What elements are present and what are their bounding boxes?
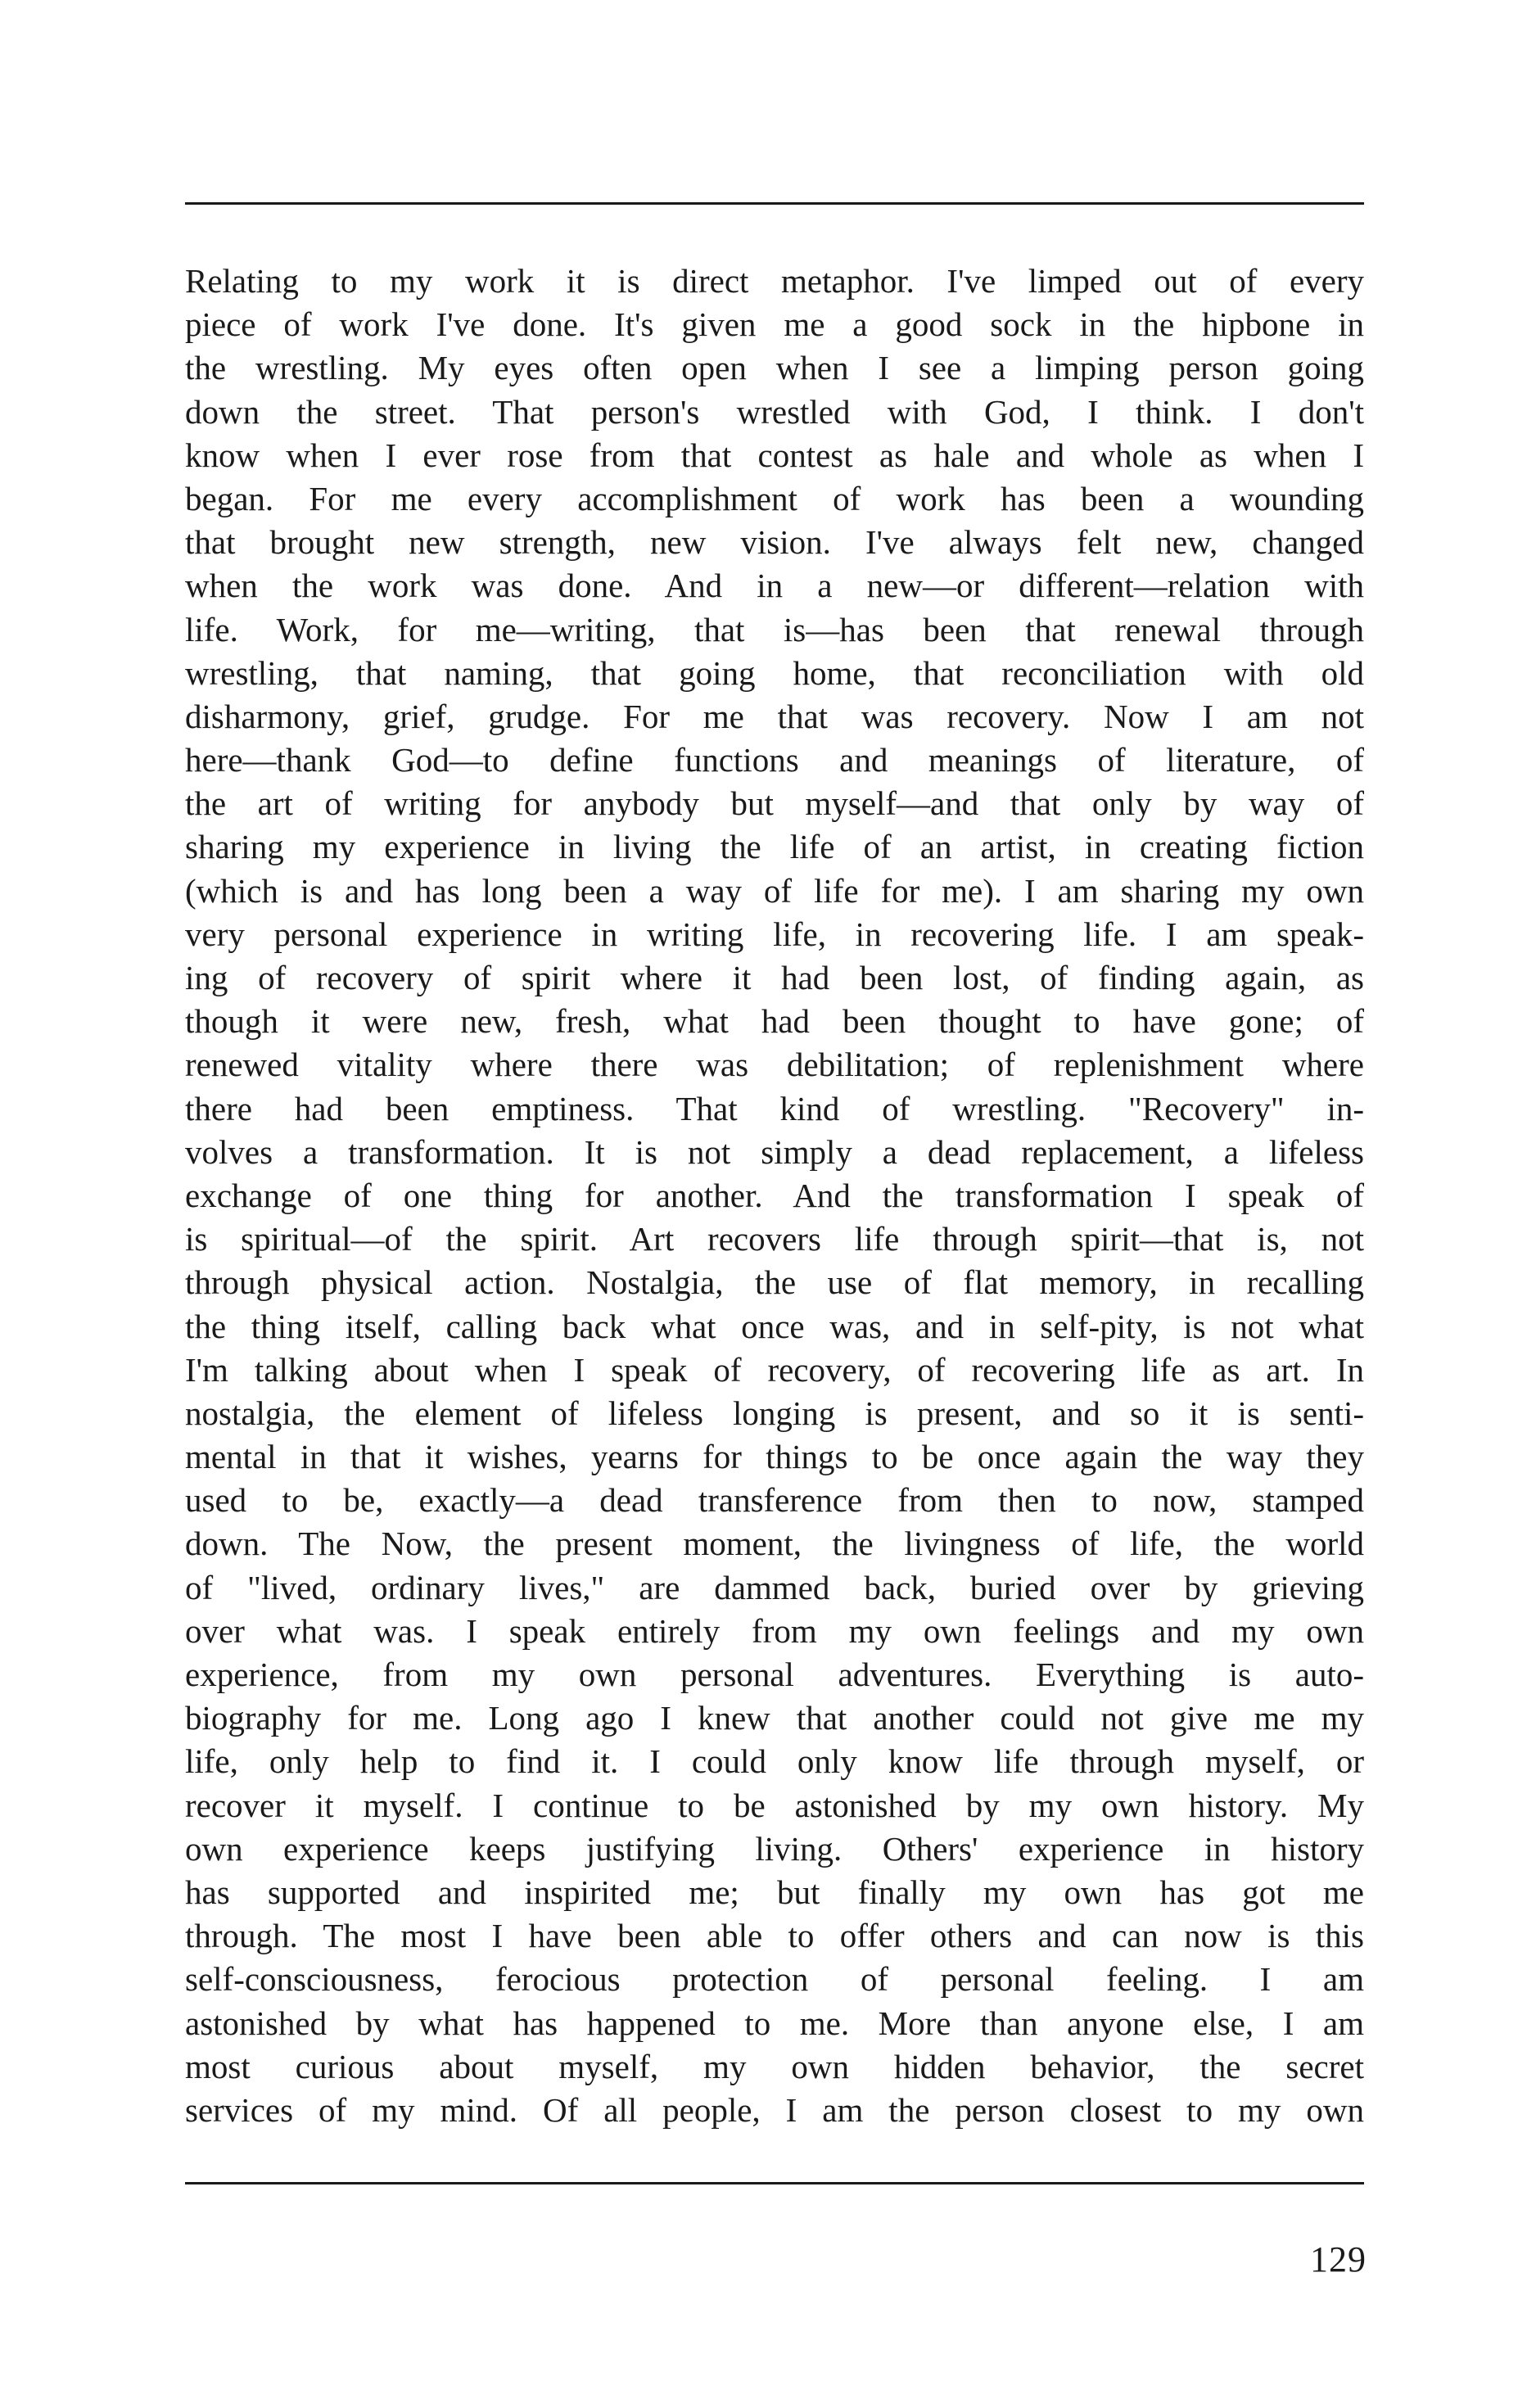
text-line: the art of writing for anybody but myself—and that only by way of: [185, 784, 1364, 823]
text-line: renewed vitality where there was debilitation; of replenishment where: [185, 1046, 1364, 1084]
text-line: (which is and has long been a way of life for me). I am sharing my own: [185, 871, 1364, 910]
text-line: when the work was done. And in a new—or different—relation with: [185, 567, 1364, 605]
text-line: wrestling, that naming, that going home, that reconciliation with old: [185, 653, 1364, 692]
body-text: [185, 260, 1364, 2132]
text-line: here—thank God—to define functions and meanings of literature, of: [185, 741, 1364, 779]
text-line: life. Work, for me—writing, that is—has been that renewal through: [185, 610, 1364, 648]
text-line: is spiritual—of the spirit. Art recovers life through spirit—that is, not: [185, 1220, 1364, 1258]
bottom-rule: [185, 2182, 1364, 2184]
text-line: down. The Now, the present moment, the livingness of life, the world: [185, 1525, 1364, 1563]
text-line: through physical action. Nostalgia, the use of flat memory, in recalling: [185, 1263, 1364, 1302]
text-line: used to be, exactly—a dead transference from then to now, stamped: [185, 1481, 1364, 1520]
text-line: sharing my experience in living the life of an artist, in creating fiction: [185, 828, 1364, 866]
text-line: self-consciousness, ferocious protection of personal feeling. I am: [185, 1960, 1364, 1999]
text-line: the wrestling. My eyes often open when I see a limping person going: [185, 349, 1364, 387]
text-line: astonished by what has happened to me. More than anyone else, I am: [185, 2004, 1364, 2042]
text-line: of "lived, ordinary lives," are dammed back, buried over by grieving: [185, 1568, 1364, 1606]
top-rule: [185, 202, 1364, 205]
text-line: there had been emptiness. That kind of wrestling. "Recovery" in-: [185, 1089, 1364, 1127]
text-line: very personal experience in writing life, in recovering life. I am speak-: [185, 915, 1364, 953]
text-line: own experience keeps justifying living. Others' experience in history: [185, 1829, 1364, 1868]
text-line: down the street. That person's wrestled with God, I think. I don't: [185, 392, 1364, 431]
text-line: over what was. I speak entirely from my own feelings and my own: [185, 1611, 1364, 1650]
text-line: recover it myself. I continue to be astonished by my own history. My: [185, 1786, 1364, 1824]
text-line: disharmony, grief, grudge. For me that was recovery. Now I am not: [185, 697, 1364, 735]
text-line: piece of work I've done. It's given me a good sock in the hipbone in: [185, 305, 1364, 344]
text-line: mental in that it wishes, yearns for things to be once again the way they: [185, 1438, 1364, 1476]
text-line: volves a transformation. It is not simply a dead replacement, a lifeless: [185, 1132, 1364, 1171]
text-line: that brought new strength, new vision. I've always felt new, changed: [185, 523, 1364, 562]
text-line: the thing itself, calling back what once was, and in self-pity, is not what: [185, 1307, 1364, 1345]
text-line: most curious about myself, my own hidden behavior, the secret: [185, 2047, 1364, 2085]
text-line: ing of recovery of spirit where it had been lost, of finding again, as: [185, 959, 1364, 996]
text-line: experience, from my own personal adventures. Everything is auto-: [185, 1656, 1364, 1693]
text-line: biography for me. Long ago I knew that another could not give me my: [185, 1699, 1364, 1737]
text-line: life, only help to find it. I could only know life through myself, or: [185, 1742, 1364, 1781]
page-number: 129: [1310, 2239, 1367, 2279]
text-line: through. The most I have been able to offer others and can now is this: [185, 1917, 1364, 1955]
text-line: began. For me every accomplishment of work has been a wounding: [185, 479, 1364, 517]
text-line: nostalgia, the element of lifeless longing is present, and so it is senti-: [185, 1394, 1364, 1432]
text-line: though it were new, fresh, what had been thought to have gone; of: [185, 1002, 1364, 1041]
text-line: has supported and inspirited me; but finally my own has got me: [185, 1873, 1364, 1911]
text-line: I'm talking about when I speak of recovery, of recovering life as art. In: [185, 1350, 1364, 1389]
text-line: exchange of one thing for another. And the transformation I speak of: [185, 1176, 1364, 1214]
text-line: know when I ever rose from that contest as hale and whole as when I: [185, 436, 1364, 474]
text-line: services of my mind. Of all people, I am the person closest to my own: [185, 2090, 1364, 2129]
text-line: Relating to my work it is direct metaphor. I've limped out of every: [185, 262, 1364, 300]
